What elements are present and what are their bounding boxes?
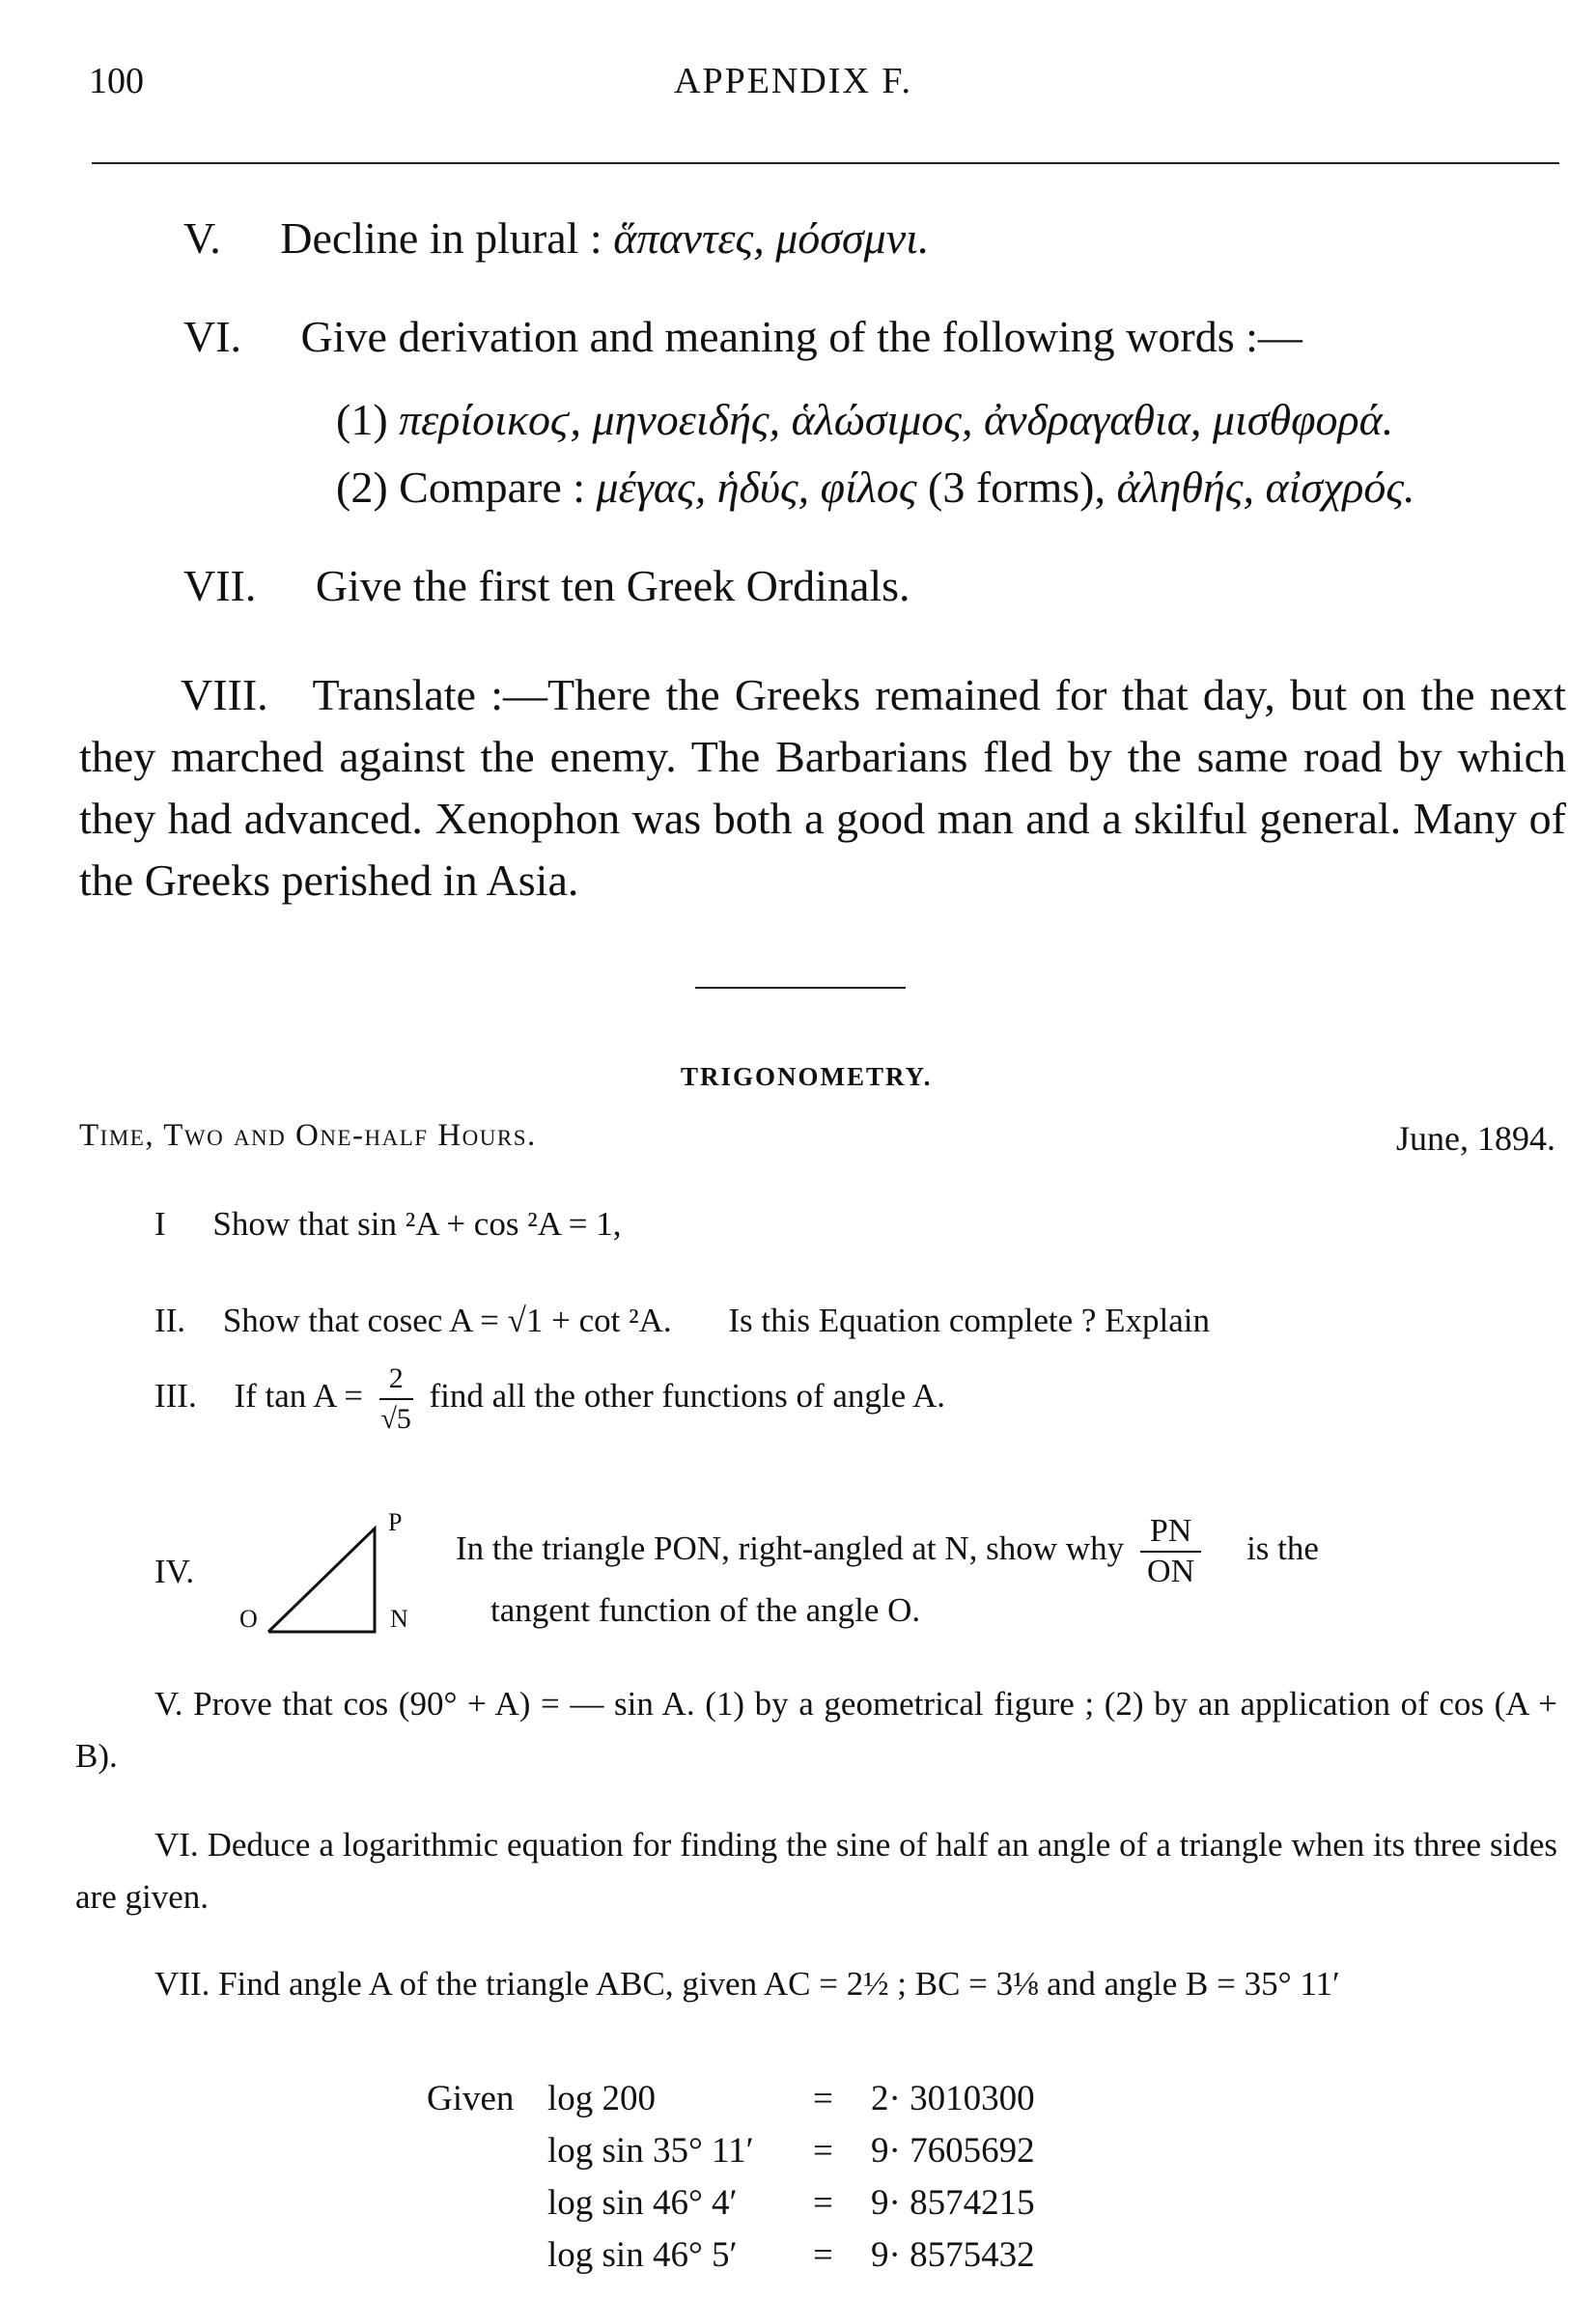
log-value: 2· 3010300 [871, 2079, 1035, 2118]
question-number: VI. [183, 312, 242, 361]
trig-question-iii [154, 1360, 945, 1439]
log-given: Given [427, 2079, 515, 2118]
question-text: Show that cosec A = √1 + cot ²A. [222, 1302, 672, 1339]
fraction [1140, 1512, 1201, 1591]
question-text: Decline in plural : [280, 213, 602, 263]
trig-question-ii [154, 1302, 1210, 1340]
fraction [379, 1360, 413, 1439]
section-divider [695, 987, 906, 989]
part-number: (1) [336, 395, 388, 444]
translation-passage: Translate :—There the Greeks remained for that day, but on the next they marched against the enemy. The Barbarians fled by the same road by which they had advanced. Xenophon was both a good man and a skilful general. Many of the Greeks perished in Asia. [79, 670, 1567, 905]
trig-question-v: V. Prove that cos (90° + A) = — sin A. (1) by a geometrical figure ; (2) by an application of cos (A + B). [75, 1685, 1557, 1775]
trig-question-vii: VII. Find angle A of the triangle ABC, given AC = 2½ ; BC = 3⅛ and angle B = 35° 11′ [154, 1965, 1340, 2003]
question-text: Show that sin ²A + cos ²A = 1, [212, 1205, 622, 1243]
greek-words: μέγας, ἡδύς, φίλος [596, 463, 917, 512]
question-text: Give the first ten Greek Ordinals. [315, 561, 910, 610]
question-number: V. [183, 213, 221, 263]
part-number: (2) [336, 463, 388, 512]
question-number: I [154, 1205, 166, 1243]
question-number: II. [154, 1302, 186, 1339]
log-expression: log sin 35° 11′ [547, 2131, 754, 2171]
question-number: VII. [183, 561, 257, 610]
greek-words: ἅπαντες, μόσσμνι. [613, 213, 930, 263]
question-v [183, 212, 929, 264]
vertex-label-o: O [239, 1605, 258, 1633]
log-equals: = [813, 2235, 833, 2275]
question-number: VIII. [181, 670, 268, 719]
question-tail: Is this Equation complete ? Explain [728, 1302, 1211, 1339]
log-expression: log sin 46° 5′ [547, 2235, 738, 2275]
trig-question-iv-line-1 [456, 1512, 1319, 1591]
fraction-numerator: PN [1140, 1512, 1201, 1553]
log-expression: log 200 [547, 2079, 657, 2118]
running-title: APPENDIX F. [674, 61, 912, 101]
exam-date: June, 1894. [1396, 1119, 1555, 1158]
log-expression: log sin 46° 4′ [547, 2183, 738, 2223]
triangle-shape [268, 1528, 375, 1632]
question-vi [183, 311, 1302, 362]
question-text: In the triangle PON, right-angled at N, show why [456, 1529, 1125, 1568]
question-text: If tan A = [234, 1377, 363, 1416]
log-value: 9· 8574215 [871, 2183, 1035, 2223]
fraction-denominator: √5 [380, 1403, 411, 1435]
page-number: 100 [89, 61, 144, 101]
question-vii [183, 560, 910, 611]
question-vi-part-2 [336, 462, 1415, 513]
question-text: find all the other functions of angle A. [429, 1377, 946, 1416]
question-number: IV. [154, 1553, 195, 1590]
log-value: 9· 8575432 [871, 2235, 1035, 2275]
log-equals: = [813, 2131, 833, 2171]
trig-question-i [154, 1205, 622, 1244]
log-equals: = [813, 2183, 833, 2223]
question-text: Give derivation and meaning of the following words :— [300, 312, 1302, 361]
header-rule [92, 162, 1559, 164]
question-vi-part-1 [336, 394, 1393, 445]
vertex-label-p: P [388, 1508, 403, 1536]
greek-words: περίοικοϛ, μηνοειδής, ἁλώσιμος, ἀνδραγαθια, μισθφορά. [399, 395, 1394, 444]
greek-words: ἀληθής, αἰσχρός. [1116, 463, 1415, 512]
section-title: TRIGONOMETRY. [681, 1062, 933, 1091]
trig-question-iv-line-2: tangent function of the angle O. [490, 1591, 921, 1629]
question-text: is the [1246, 1529, 1319, 1568]
log-equals: = [813, 2079, 833, 2118]
fraction-numerator: 2 [379, 1360, 413, 1400]
question-viii [79, 664, 1566, 911]
log-value: 9· 7605692 [871, 2131, 1035, 2171]
trig-question-vi: VI. Deduce a logarithmic equation for finding the sine of half an angle of a triangle when its three sides are given. [75, 1826, 1557, 1916]
exam-time: Time, Two and One-half Hours. [79, 1118, 537, 1153]
fraction-denominator: ON [1147, 1554, 1195, 1589]
vertex-label-n: N [390, 1605, 408, 1633]
question-number: III. [154, 1377, 197, 1416]
part-text: Compare : [399, 463, 586, 512]
part-text: (3 forms), [928, 463, 1106, 512]
